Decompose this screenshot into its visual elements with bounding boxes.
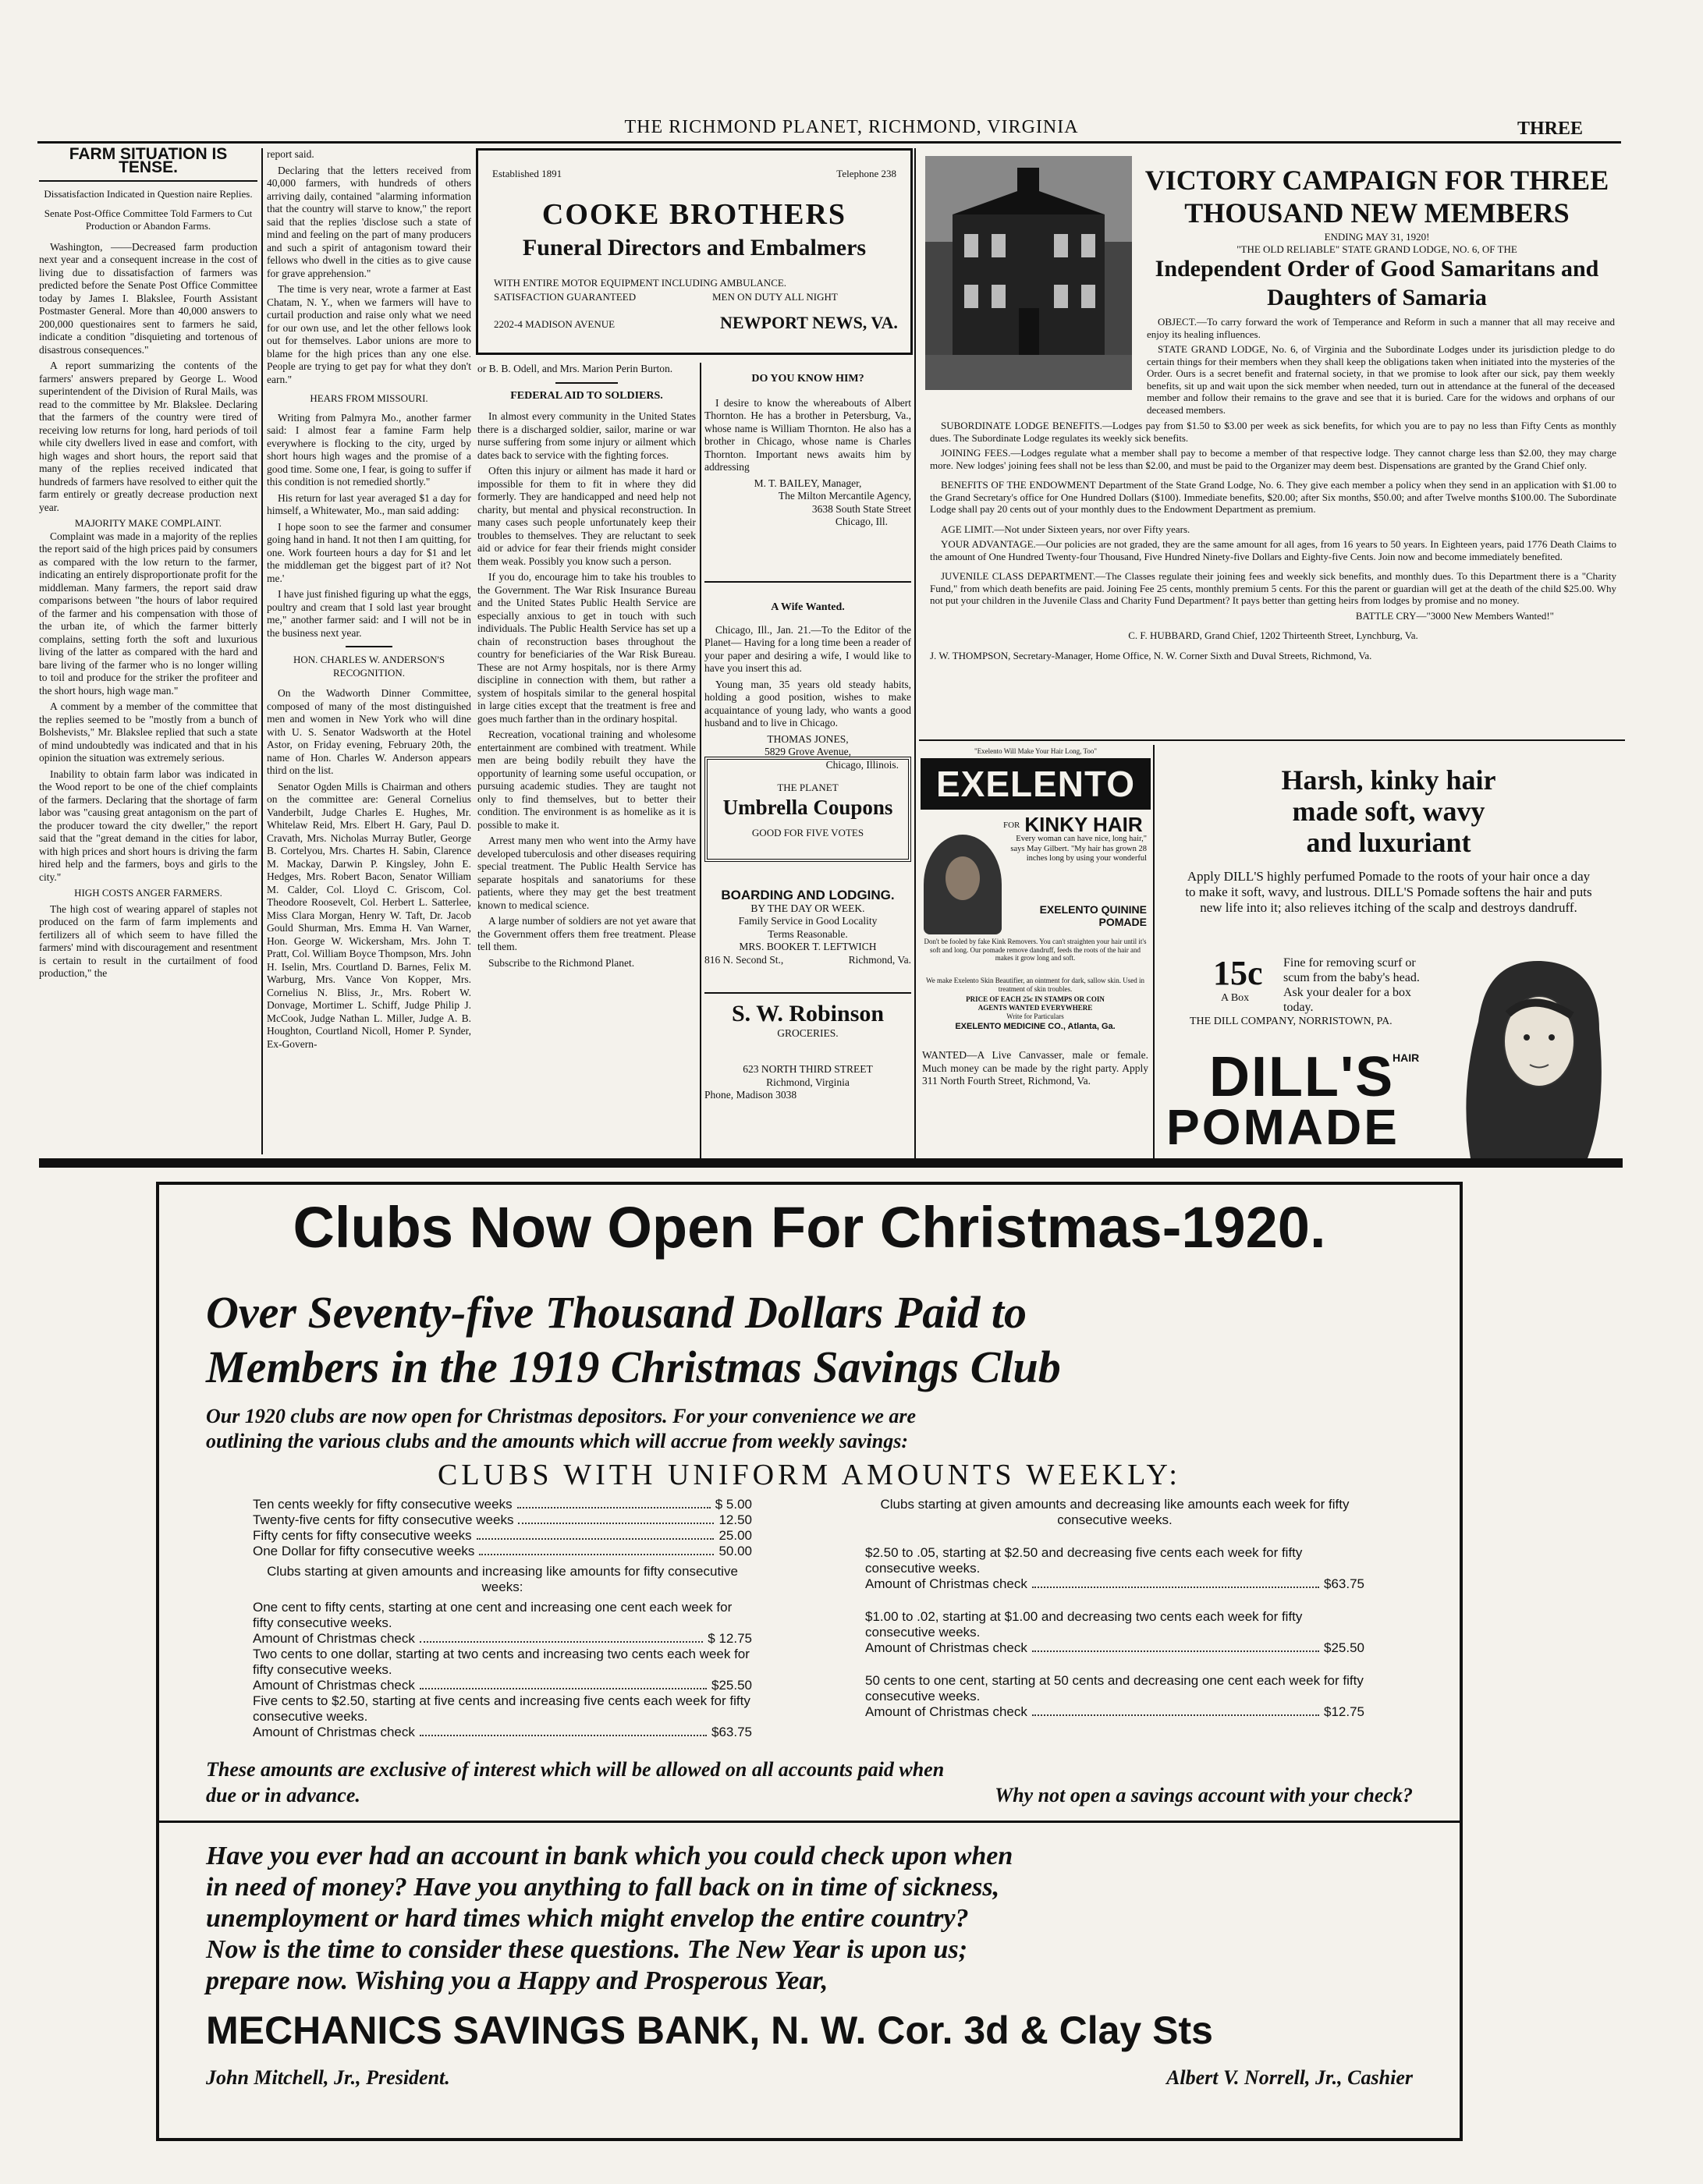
bank-question-3: unemployment or hard times which might envelop the entire country?: [206, 1904, 969, 1933]
inc3-text: Five cents to $2.50, starting at five cents and increasing five cents each week for fifty consecutive weeks.: [253, 1693, 750, 1724]
page-number: THREE: [1517, 119, 1584, 139]
farm-headline: FARM SITUATION IS TENSE.: [69, 145, 228, 176]
know-him-name: M. T. BAILEY, Manager,: [754, 477, 862, 489]
umbrella-coupons-ad: [704, 757, 911, 862]
dec2-label: Amount of Christmas check: [865, 1640, 1027, 1655]
exelento-tagline: "Exelento Will Make Your Hair Long, Too": [974, 747, 1097, 755]
wife-name: THOMAS JONES,: [767, 732, 849, 745]
farm2-divider: [346, 646, 392, 647]
victory-p2: STATE GRAND LODGE, No. 6, of Virginia and the Subordinate Lodges under its jurisdiction pledge to do certain things for their members when they shall keep the obligations taken when initiated into the mysteries of the Order. Ours is a secret benefit and fraternal society, in that we promise to look after our sick, pay them weekly benefits, sit up and wait upon the sick member when needed, turn out in attendance at the funeral of the deceased member and follow their remains to the grave and see that it is buried. Care for the widows and orphans of our deceased members.: [1147, 343, 1615, 416]
bank-left-column: [253, 1497, 752, 1740]
left-row-1: [253, 1497, 752, 1512]
farm-body-3: Complaint was made in a majority of the replies the report said of the high prices paid by consumers as compared with the low return to the farmer, indicating an entirely disproportionate profit for the middleman. Many farmers, the report said draw comparisons between "the hours of labor required of the farmer and his compensation with those of the urban ite, of which the farmer bitterly complains, setting forth the soft and luxurious living of the latter as compared with the hard and bare living of the farmer who is no longer willing to toil and produce for the striker the profiteer and the short hours, high wage man.": [39, 530, 257, 697]
exelento-portrait: [924, 835, 1002, 934]
bank-mid-rule: [159, 1821, 1460, 1823]
know-him-body: I desire to know the whereabouts of Albert Thornton. He has a brother in Petersburg, Va., whose name is William Thornton. He also has a brother in Chicago, whose name is Charles Thornton. Important news awaits him by addressing: [704, 396, 911, 473]
wife-body-1: Chicago, Ill., Jan. 21.—To the Editor of the Planet— Having for a long time been a reader of your paper and desiring a wife, I would like to have you insert this ad.: [704, 623, 911, 674]
know-him-notice: [704, 367, 911, 601]
aid-divider: [555, 382, 618, 384]
inc2-amount: $25.50: [711, 1678, 752, 1693]
boarding-ad: [704, 889, 911, 983]
bank-question-5: prepare now. Wishing you a Happy and Prosperous Year,: [206, 1966, 828, 1995]
bank-right-column: [865, 1497, 1364, 1720]
left-row-4-amount: 50.00: [718, 1544, 752, 1558]
robinson-address: 623 NORTH THIRD STREET: [743, 1063, 873, 1075]
inc3-label: Amount of Christmas check: [253, 1725, 415, 1739]
dills-brand: DILL'S: [1209, 1046, 1395, 1108]
victory-rule: [919, 739, 1625, 741]
dec2-row: [865, 1640, 1364, 1656]
lodge-building-illustration: [925, 156, 1132, 390]
dec3-row: [865, 1704, 1364, 1720]
dec1-row: [865, 1576, 1364, 1592]
left-row-4-label: One Dollar for fifty consecutive weeks: [253, 1544, 475, 1558]
aid-footer: Subscribe to the Richmond Planet.: [488, 956, 635, 969]
exelento-face: [946, 856, 980, 900]
bank-h1: Over Seventy-five Thousand Dollars Paid to: [206, 1287, 1027, 1338]
wife-body-2: Young man, 35 years old steady habits, holding a good position, wishes to make acquaintance of young lady, who wants a good husband and to live in Chicago.: [704, 678, 911, 729]
farm2-body-6: I hope soon to see the farmer and consumer going hand in hand. It not then I am quitting, for one. Work fourteen hours a day for $1 and let the middleman get the biggest part of it? Not me.': [267, 520, 471, 584]
farm-deck: Dissatisfaction Indicated in Question naire Replies.: [44, 188, 253, 200]
dills-woman-illustration: [1455, 952, 1615, 1158]
exelento-wanted: WANTED—A Live Canvasser, male or female. Much money can be made by the right party. Apply 311 North Fourth Street, Richmond, Va.: [922, 1049, 1148, 1087]
dec3-label: Amount of Christmas check: [865, 1704, 1027, 1719]
victory-title-1: VICTORY CAMPAIGN FOR THREE: [1144, 165, 1609, 196]
bank-intro-2: outlining the various clubs and the amounts which will accrue from weekly savings:: [206, 1430, 909, 1452]
exelento-quote: Every woman can have nice, long hair," says May Gilbert. "My hair has grown 28 inches long by using your wonderful: [1010, 835, 1147, 863]
farm2-body-8: On the Wadworth Dinner Committee, composed of many of the most distinguished men and women in New York who will dine with U. S. Senator Wadsworth at the Hotel Astor, on Friday evening, February 20th, the name of Hon. Charles W. Anderson appears third on the list.: [267, 687, 471, 776]
exelento-product: EXELENTO QUININE POMADE: [1039, 903, 1147, 928]
bank-question-2: in need of money? Have you anything to fall back on in time of sickness,: [206, 1873, 1000, 1902]
bank-title: Clubs Now Open For Christmas-1920.: [293, 1195, 1326, 1260]
farm-sub-1: MAJORITY MAKE COMPLAINT.: [74, 517, 222, 529]
farm-continued: [267, 148, 471, 1154]
know-him-city: Chicago, Ill.: [835, 516, 888, 527]
increasing-intro: Clubs starting at given amounts and increasing like amounts for fifty consecutive weeks:: [267, 1564, 738, 1594]
umbrella-line3: GOOD FOR FIVE VOTES: [751, 827, 864, 838]
bank-name: MECHANICS SAVINGS BANK, N. W. Cor. 3d & Clay Sts: [206, 2008, 1213, 2052]
cooke-line3: MEN ON DUTY ALL NIGHT: [712, 291, 838, 303]
bank-h2: Members in the 1919 Christmas Savings Club: [206, 1342, 1061, 1392]
victory-details: [930, 420, 1616, 747]
bank-exclusive-2a: due or in advance.: [206, 1784, 360, 1806]
robinson-phone: Phone, Madison 3038: [704, 1089, 797, 1101]
dills-pomade: POMADE: [1166, 1099, 1400, 1155]
canvasser-wanted: [922, 1049, 1148, 1143]
farm-deck2: Senate Post-Office Committee Told Farmers to Cut Production or Abandon Farms.: [44, 207, 253, 232]
exelento-p1: Don't be fooled by fake Kink Removers. You can't straighten your hair until it's soft and long. Our pomade remove dandruff, feeds the roots of the hair and makes it grow long and soft.: [924, 938, 1147, 962]
dec3-amount: $12.75: [1324, 1704, 1364, 1719]
column-rule-2: [700, 363, 701, 1166]
boarding-rule: [704, 992, 911, 994]
dills-per: A Box: [1221, 992, 1250, 1004]
dills-woman-portrait: [1455, 952, 1615, 1158]
bank-question-1: Have you ever had an account in bank which you could check upon when: [206, 1842, 1013, 1870]
victory-p3: SUBORDINATE LODGE BENEFITS.—Lodges pay from $1.50 to $3.00 per week as sick benefits, for which you are to pay no less than Fifty Cents as monthly dues. The Subordinate Lodge regulates its weekly sick benefits.: [930, 420, 1616, 444]
robinson-ad: [704, 1000, 911, 1164]
farm2-body-1: report said.: [267, 148, 314, 160]
boarding-address: 816 N. Second St.,: [704, 953, 784, 966]
left-row-1-label: Ten cents weekly for fifty consecutive weeks: [253, 1497, 513, 1512]
cooke-established: Established 1891: [492, 168, 562, 179]
exelento-ad: [921, 747, 1151, 1036]
cooke-line2: SATISFACTION GUARANTEED: [494, 291, 637, 303]
inc2-label: Amount of Christmas check: [253, 1678, 415, 1693]
left-row-2-label: Twenty-five cents for fifty consecutive weeks: [253, 1512, 514, 1527]
dec2-text: $1.00 to .02, starting at $1.00 and decreasing two cents each week for fifty consecutive weeks.: [865, 1609, 1303, 1640]
left-row-1-amount: $ 5.00: [715, 1497, 752, 1512]
aid-body-3: If you do, encourage him to take his troubles to the Government. The War Risk Insurance Bureau and the United States Public Health Service are especially anxious to get in touch with such individuals. The Public Health Service has set up a chain of reconstruction bases throughout the country for beneficiaries of the War Risk Bureau. These are not Army hospitals, nor is there Army discipline in connection with them, but rather a system of hospitals similar to the general hospital in large cities except that the treatment is free and goes much farther than in the ordinary hospital.: [477, 571, 696, 725]
dec2-amount: $25.50: [1324, 1640, 1364, 1655]
victory-battle: BATTLE CRY—"3000 New Members Wanted!": [1355, 609, 1554, 622]
left-row-3-label: Fifty cents for fifty consecutive weeks: [253, 1528, 472, 1543]
victory-ending: ENDING MAY 31, 1920!: [1324, 231, 1430, 243]
farm2-body-4: Writing from Palmyra Mo., another farmer said: I almost fear a famine Farm help everywhere is flocking to the city, urged by short hours high wages and the promise of a good time. Some one, I fear, is going to suffer if this condition is not remedied shortly.": [267, 411, 471, 488]
masthead-rule: [37, 141, 1621, 144]
wife-headline: A Wife Wanted.: [771, 601, 845, 613]
masthead-title: THE RICHMOND PLANET, RICHMOND, VIRGINIA: [624, 117, 1079, 137]
victory-p6: AGE LIMIT.—Not under Sixteen years, nor over Fifty years.: [941, 523, 1190, 535]
column-rule-4: [1153, 745, 1155, 1166]
robinson-name: S. W. Robinson: [731, 1001, 885, 1026]
boarding-headline: BOARDING AND LODGING.: [721, 888, 895, 902]
exelento-for-row: [921, 813, 1151, 837]
exelento-agents: AGENTS WANTED EVERYWHERE: [977, 1004, 1093, 1012]
dec3-text: 50 cents to one cent, starting at 50 cents and decreasing one cent each week for fifty consecutive weeks.: [865, 1673, 1364, 1704]
left-row-3: [253, 1528, 752, 1544]
victory-secretary: J. W. THOMPSON, Secretary-Manager, Home Office, N. W. Corner Sixth and Duval Streets, Richmond, Va.: [930, 649, 1372, 661]
victory-title-2: THOUSAND NEW MEMBERS: [1184, 197, 1570, 229]
robinson-kind: GROCERIES.: [777, 1026, 839, 1039]
bank-exclusive-2b: Why not open a savings account with your check?: [995, 1784, 1413, 1806]
dills-hair: HAIR: [1393, 1051, 1420, 1064]
left-row-2: [253, 1512, 752, 1528]
cooke-line1: WITH ENTIRE MOTOR EQUIPMENT INCLUDING AMBULANCE.: [494, 277, 787, 289]
boarding-city: Richmond, Va.: [848, 953, 911, 966]
cooke-name: COOKE BROTHERS: [541, 198, 847, 231]
know-him-rule: [704, 581, 911, 583]
victory-order-2: Daughters of Samaria: [1267, 285, 1487, 310]
dills-ad: [1158, 749, 1619, 1162]
umbrella-line1: THE PLANET: [777, 782, 839, 793]
inc1-text: One cent to fifty cents, starting at one cent and increasing one cent each week for fifty consecutive weeks.: [253, 1600, 733, 1630]
bank-uniform-heading: CLUBS WITH UNIFORM AMOUNTS WEEKLY:: [438, 1459, 1181, 1491]
boarding-address-row: [704, 954, 911, 967]
farm-body-5: Inability to obtain farm labor was indicated in the Wood report to be one of the chief complaints of the farmers. Declaring that the shortage of farm labor was "causing great antagonism on the part of the producer toward the city dweller," the report said that the "great demand in the cities for labor, with high prices and short hours is driving the farm hired help and the farmers, boys and girls to the city.": [39, 768, 257, 883]
farm2-sub-1: HEARS FROM MISSOURI.: [310, 392, 428, 404]
bank-exclusive-1: These amounts are exclusive of interest which will be allowed on all accounts paid when: [206, 1758, 945, 1781]
exelento-write: Write for Particulars: [1006, 1012, 1064, 1020]
aid-body-4: Recreation, vocational training and wholesome entertainment are combined with treatment. While men are being bodily rebuilt they have the opportunity of learning some useful occupation, or pursuing academic studies. They are taught not only to find themselves, but to better their condition. The environment is as homelike as it is possible to make it.: [477, 729, 696, 831]
cooke-address: 2202-4 MADISON AVENUE: [494, 318, 616, 330]
inc2-text: Two cents to one dollar, starting at two cents and increasing two cents each week for fifty consecutive weeks.: [253, 1647, 750, 1677]
column-rule-3: [914, 148, 916, 1166]
left-row-4: [253, 1544, 752, 1559]
lodge-building-image: [925, 156, 1132, 390]
exelento-kinky: KINKY HAIR: [1024, 813, 1143, 836]
victory-p8: JUVENILE CLASS DEPARTMENT.—The Classes regulate their joining fees and weekly sick benefits, and monthly dues. To this Department there is a "Charity Fund," from which death benefits are paid. Joining Fee 25 cents, monthly premium 5 cents. For this the parent or guardian will get at the death of the child $25.00. Why not put your children in the Juvenile Class and Charity Fund Department? It pays better than getting heirs from lodges by promise and no money.: [930, 570, 1616, 606]
aid-body-1: In almost every community in the United States there is a discharged soldier, sailor, marine or war nurse suffering from some injury or ailment which dates back to service with the fighting forces.: [477, 410, 696, 461]
inc1-label: Amount of Christmas check: [253, 1631, 415, 1646]
victory-p4: JOINING FEES.—Lodges regulate what a member shall pay to become a member of that respective lodge. They cannot charge less than $2.00, they may charge more. New lodges' joining fees shall not be less than $2.00, and must be paid to the Organizer may deem best. Dispensations are granted by the Grand Chief only.: [930, 447, 1616, 471]
farm2-sub-2: HON. CHARLES W. ANDERSON'S RECOGNITION.: [293, 654, 445, 679]
victory-p1: OBJECT.—To carry forward the work of Temperance and Reform in such a manner that all may receive and enjoy its healing influences.: [1147, 316, 1615, 340]
dills-body: Apply DILL'S highly perfumed Pomade to the roots of your hair once a day to make it soft, wavy, and lustrous. DILL'S Pomade softens the hair and puts new life into it; also relieves itching of the scalp and destroys dandruff.: [1185, 869, 1592, 915]
boarding-line3: Terms Reasonable.: [768, 927, 848, 940]
dills-side: Fine for removing scurf or scum from the baby's head. Ask your dealer for a box today.: [1283, 956, 1420, 1014]
exelento-brand-box: [921, 758, 1151, 810]
cooke-city: NEWPORT NEWS, VA.: [720, 313, 898, 332]
dills-h3: and luxuriant: [1306, 827, 1471, 858]
dills-price: 15c: [1213, 954, 1263, 992]
dec1-label: Amount of Christmas check: [865, 1576, 1027, 1591]
inc1-row: [253, 1631, 752, 1647]
farm-head-rule: [39, 180, 257, 182]
victory-object: [1147, 316, 1615, 416]
victory-order-1: Independent Order of Good Samaritans and: [1155, 256, 1599, 282]
dec1-amount: $63.75: [1324, 1576, 1364, 1591]
farm-article: [39, 145, 257, 1154]
know-him-headline: DO YOU KNOW HIM?: [751, 373, 864, 385]
bank-intro-1: Our 1920 clubs are now open for Christmas depositors. For your convenience we are: [206, 1405, 917, 1427]
farm-body-4: A comment by a member of the committee that the replies seemed to be "mostly from a bunch of Bolshevists," Mr. Blakslee replied that such a state of mind undoubtedly was indicated and that in his opinion the situation was extremely serious.: [39, 700, 257, 764]
dec1-text: $2.50 to .05, starting at $2.50 and decreasing five cents each week for fifty consecutive weeks.: [865, 1545, 1303, 1576]
bank-separator-rule: [39, 1158, 1623, 1168]
cooke-brothers-ad: [476, 148, 913, 355]
left-row-2-amount: 12.50: [718, 1512, 752, 1527]
farm2-body-7: I have just finished figuring up what the eggs, poultry and cream that I sold last year brought me," another farmer said: and I will not be in the business next year.: [267, 588, 471, 639]
inc3-row: [253, 1725, 752, 1740]
aid-body-5: Arrest many men who went into the Army have developed tuberculosis and other diseases requiring special treatment. The Public Health Service has separate hospitals and sanatoriums for these patients, where they may get the best treatment known to medical science.: [477, 835, 696, 911]
inc3-amount: $63.75: [711, 1725, 752, 1739]
aid-intro: or B. B. Odell, and Mrs. Marion Perin Burton.: [477, 363, 673, 374]
left-row-3-amount: 25.00: [718, 1528, 752, 1543]
farm-body-2: A report summarizing the contents of the farmers' answers prepared by George L. Wood superintendent of the Division of Rural Mails, was read to the committee by Mr. Blakslee. Declaring that the farmers of the country were tired of receiving low returns for long, hard periods of toil while city dwellers lived in ease and comfort, with high wages and short hours, the report said that many of the replies received indicated that hundreds of farmers have resolved to either quit the farm entirely or greatly decrease production next year.: [39, 360, 257, 513]
inc1-amount: $ 12.75: [708, 1631, 752, 1646]
federal-aid-article: [477, 363, 696, 1166]
dills-h2: made soft, wavy: [1292, 796, 1485, 827]
farm-body-1: Washington, ——Decreased farm production next year and a consequent increase in the cost of living due to dissatisfaction of farmers was predicted before the Senate Post Office Committee today by James I. Blakslee, Fourth Assistant Postmaster General. More than 40,000 answers to 200,000 questionaires sent to farmers he said, indicate a condition "disquieting and tortenous of disastrous consequences.": [39, 240, 257, 356]
bank-question-4: Now is the time to consider these questions. The New Year is upon us;: [206, 1935, 968, 1964]
exelento-p2: We make Exelento Skin Beautifier, an ointment for dark, sallow skin. Used in treatment of skin troubles.: [925, 977, 1145, 993]
aid-headline: FEDERAL AID TO SOLDIERS.: [510, 389, 663, 402]
boarding-line1: BY THE DAY OR WEEK.: [750, 902, 865, 914]
farm-body-6: The high cost of wearing apparel of staples not produced on the farm of farm implements and fertilizers all of which seem to have filled the farmers' mind with discouragement and resentment is certain to result in the curtailment of food production," the: [39, 902, 257, 979]
wife-city: Chicago, Illinois.: [825, 758, 899, 771]
aid-body-2: Often this injury or ailment has made it hard or impossible for them to fit in where they did formerly. They are handicapped and need help not charity, but mental and physical reconstruction. In many cases such people unfortunately keep their troubles to themselves. They are reluctant to seek aid or advice for fear their friends might consider them weak. Possibly you know such a person.: [477, 465, 696, 567]
dills-h1: Harsh, kinky hair: [1281, 764, 1496, 796]
column-rule-1: [261, 148, 263, 1154]
victory-p7: YOUR ADVANTAGE.—Our policies are not graded, they are the same amount for all ages, from 16 years to 50 years. In Eighteen years, paid 1776 Death Claims to the amount of One Hundred Twenty-four Thousand, Five Hundred Ninety-five Dollars and Eighty-five Cents. Join now and become immediately benefited.: [930, 538, 1616, 562]
wife-address: 5829 Grove Avenue,: [764, 746, 852, 757]
exelento-for: FOR: [1003, 820, 1020, 830]
bank-cashier: Albert V. Norrell, Jr., Cashier: [1166, 2066, 1413, 2089]
boarding-name: MRS. BOOKER T. LEFTWICH: [739, 941, 877, 952]
umbrella-line2: Umbrella Coupons: [722, 796, 893, 819]
cooke-subtitle: Funeral Directors and Embalmers: [522, 235, 867, 261]
farm2-body-3: The time is very near, wrote a farmer at East Chatam, N. Y., when we farmers will have to curtail production and raise only what we need for our own use, and let the other fellows look out for themselves. Labor unions are more to blame for the high prices than any one else. People are trying to get pay for what they don't earn.": [267, 283, 471, 385]
farm2-body-2: Declaring that the letters received from 40,000 farmers, with hundreds of others arriving daily, contained "alarming information that the country will starve to know," the report said that the replies 'disclose such a state of mind and feeling on the part of many producers and such a spirit of antagonism toward their fellows who dwell in the cities as to give cause for grave apprehension.": [267, 164, 471, 279]
decreasing-intro: Clubs starting at given amounts and decreasing like amounts each week for fifty consecutive weeks.: [880, 1497, 1350, 1527]
farm2-body-9: Senator Ogden Mills is Chairman and others on the committee are: General Cornelius Vanderbilt, Judge Charles E. Hughes, Mr. Whitelaw Reid, Mrs. Elbert H. Gary, Paul D. Cravath, Mrs. Nicholas Murray Butler, George B. Cortelyou, Mrs. Chartes H. Sabin, Clarence M. Mackay, Darwin P. Kingsley, John E. Hedges, Mrs. Robert Bacon, Senator William M. Calder, Col. Lloyd C. Griscom, Col. Theodore Roosevelt, Col. Herbert L. Satterlee, Miss Clara Morgan, Henry W. Taft, Dr. Jacob Gould Shurman, Mrs. Emma H. Van Warner, Hon. George W. Wickersham, Mrs. John T. Pratt, Col. William Boyce Thompson, Mrs. John H. Iselin, Mrs. Courtland D. Barnes, Felix M. Warburg, Mrs. Vance Von Kopper, Mrs. Cornelius N. Bliss, Jr., Mrs. Robert W. Donvage, Mortimer L. Schiff, Judge Philip J. McCook, Judge Nathan L. Miller, Judge A. B. Houghton, Courtland Nicoll, Homer P. Synder, Ex-Govern-: [267, 780, 471, 1050]
inc2-row: [253, 1678, 752, 1693]
boarding-line2: Family Service in Good Locality: [738, 915, 878, 927]
exelento-company: EXELENTO MEDICINE CO., Atlanta, Ga.: [955, 1022, 1116, 1031]
robinson-city: Richmond, Virginia: [766, 1076, 850, 1088]
bank-president: John Mitchell, Jr., President.: [206, 2066, 450, 2089]
wife-wanted-notice: [704, 597, 911, 771]
aid-body-6: A large number of soldiers are not yet aware that the Government offers them free treatment. Please tell them.: [477, 915, 696, 952]
know-him-address: 3638 South State Street: [811, 502, 911, 515]
bank-ad: [156, 1182, 1463, 2141]
victory-p5: BENEFITS OF THE ENDOWMENT Department of the State Grand Lodge, No. 6. They give each member a policy when they send in an application with $1.00 to the Grand Secretary's office for One Hundred Dollars ($100). Immediate benefits, $20.00; after Six months, $50.00; and after Twelve months $100.00. The Subordinate Lodge shall pay 20 cents out of your monthly dues to the Endowment Department as premium.: [930, 479, 1616, 515]
victory-chief: C. F. HUBBARD, Grand Chief, 1202 Thirteenth Street, Lynchburg, Va.: [1128, 629, 1418, 641]
exelento-brand: EXELENTO: [935, 764, 1136, 804]
farm-sub-2: HIGH COSTS ANGER FARMERS.: [74, 887, 222, 899]
know-him-org: The Milton Mercantile Agency,: [778, 490, 911, 502]
exelento-price: PRICE OF EACH 25c IN STAMPS OR COIN: [966, 995, 1105, 1003]
dills-company: THE DILL COMPANY, NORRISTOWN, PA.: [1190, 1016, 1393, 1027]
cooke-telephone: Telephone 238: [836, 168, 896, 179]
victory-reliable: "THE OLD RELIABLE" STATE GRAND LODGE, NO. 6, OF THE: [1236, 243, 1517, 255]
farm2-body-5: His return for last year averaged $1 a day for himself, a Whitewater, Mo., man said adding:: [267, 491, 471, 516]
